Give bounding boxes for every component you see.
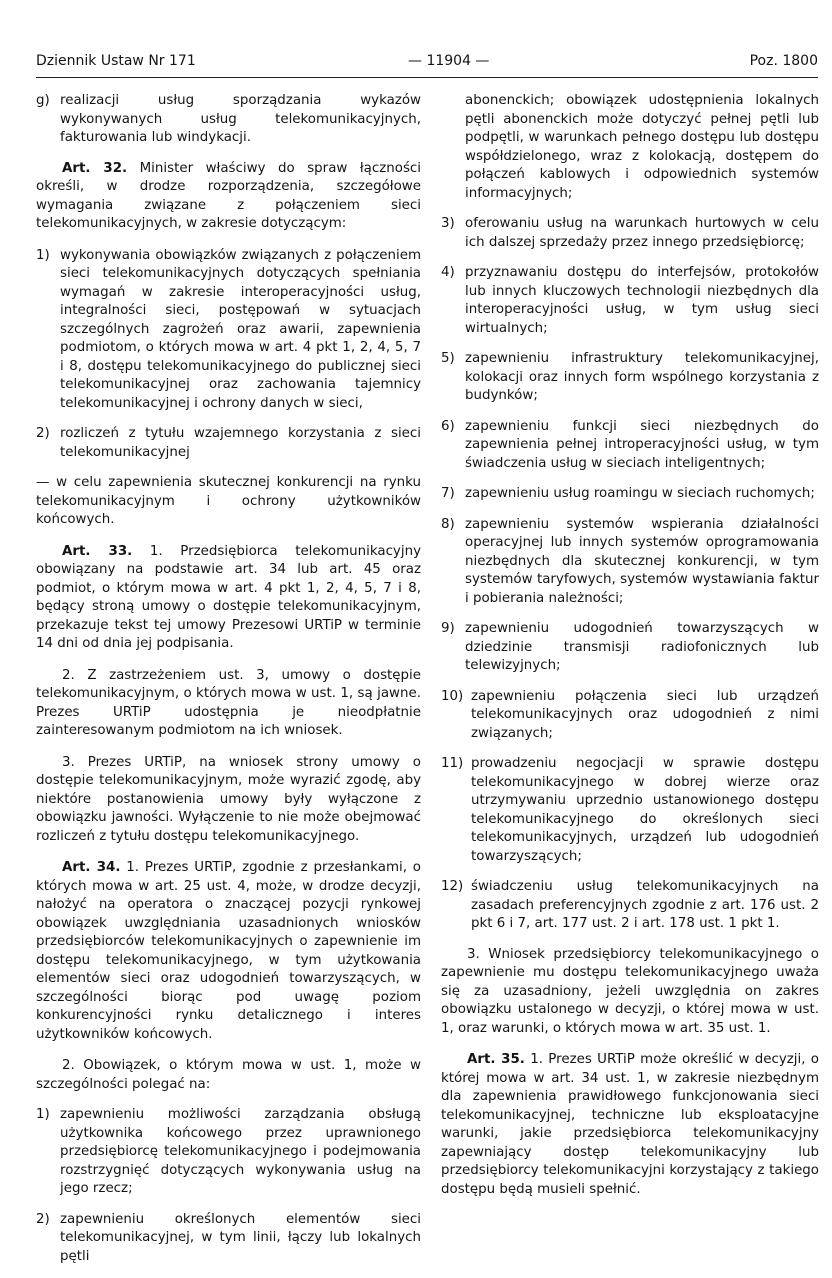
list-text: zapewnieniu połączenia sieci lub urządzeń telekomunikacyjnych oraz udogodnień z nimi związanych; [471,688,819,741]
article-33 [36,543,421,654]
article-text: 1. Przedsiębiorca telekomunikacyjny obowiązany na podstawie art. 34 lub art. 45 oraz podmiot, o którym mowa w art. 4 pkt 1, 2, 4, 5, 7 i 8, będący stroną umowy o dostępie telekomunikacyjnym, przekazuje tekst tej umowy Prezesowi URTiP w terminie 14 dni od dnia jej podpisania. [36,543,421,651]
list-number: 1) [36,247,50,263]
list-text: zapewnieniu możliwości zarządzania obsługą użytkownika końcowego przez uprawnionego przedsiębiorcę telekomunikacyjnego i podejmowania rozstrzygnięć dotyczących wykonywania usług na jego rzecz; [60,1107,421,1196]
article-33-para-2: 2. Z zastrzeżeniem ust. 3, umowy o dostępie telekomunikacyjnym, o których mowa w ust. 1, są jawne. Prezes URTiP udostępnia je nieodpłatnie zainteresowanym podmiotom na ich wniosek. [36,667,421,738]
list-text: rozliczeń z tytułu wzajemnego korzystania z sieci telekomunikacyjnej [60,426,421,460]
list-number: 8) [441,516,455,532]
list-number: 11) [441,756,464,771]
article-text: Minister właściwy do spraw łączności określi, w drodze rozporządzenia, szczegółowe wymagania związane z połączeniem sieci telekomunikacyjnych, w zakresie dotyczącym: [36,160,422,231]
list-text: zapewnieniu funkcji sieci niezbędnych do zapewnienia pełnej introperacyjności usług, w tym świadczenia usług w sieciach inteligentnych; [465,418,819,471]
page-header [36,53,818,75]
list-item [441,215,819,252]
list-text: świadczeniu usług telekomunikacyjnych na zasadach preferencyjnych zgodnie z art. 176 ust. 2 pkt 6 i 7, art. 177 ust. 2 i art. 178 ust. 1 pkt 1. [471,879,819,931]
list-text: przyznawaniu dostępu do interfejsów, protokołów lub innych kluczowych technologii niezbędnych dla interoperacyjności usług, w tym usług sieci wirtualnych; [465,265,819,336]
list-item [441,688,819,744]
position-number: Poz. 1800 [749,53,818,69]
page-number: — 11904 — [408,53,490,69]
article-35 [441,1051,819,1199]
list-text: zapewnieniu udogodnień towarzyszących w dziedzinie transmisji radiofonicznych lub telewizyjnych; [465,621,819,673]
article-text: 1. Prezes URTiP może określić w decyzji, o której mowa w art. 34 ust. 1, w zakresie niezbędnym dla zapewnienia prawidłowego funkcjonowania sieci telekomunikacyjnej, techniczne lub eksploatacyjne warunki, jakie przedsiębiorca telekomunikacyjny zapewniający dostęp telekomunikacyjny lub przedsiębiorcy telekomunikacyjni korzystający z takiego dostępu będą musieli spełnić. [441,1052,819,1197]
list-item [36,425,421,462]
list-item [441,620,819,676]
journal-title: Dziennik Ustaw Nr 171 [36,53,196,69]
article-34-para-2: 2. Obowiązek, o którym mowa w ust. 1, może w szczególności polegać na: [36,1058,421,1092]
list-text: oferowaniu usług na warunkach hurtowych w celu ich dalszej sprzedaży przez innego przedsiębiorcę; [465,216,819,250]
article-34-para-3: 3. Wniosek przedsiębiorcy telekomunikacyjnego o zapewnienie mu dostępu telekomunikacyjnego uważa się za uzasadniony, jeżeli uwzględnia on zakres obowiązku ustalonego w decyzji, o której mowa w ust. 1, oraz warunki, o których mowa w art. 35 ust. 1. [441,946,819,1036]
article-label: Art. 32. [62,160,128,176]
header-rule [36,77,818,78]
list-number: 1) [36,1107,50,1122]
list-number: 5) [441,351,455,366]
list-number: 3) [441,216,455,231]
list-continuation: abonenckich; obowiązek udostępnienia lokalnych pętli abonenckich może dotyczyć pełnej pętli lub podpętli, w warunkach pełnego dostępu lub dostępu współdzielonego, wraz z kolokacją, dostępem do połączeń kablowych i odpowiednich systemów informacyjnych; [465,93,819,201]
list-item [36,1106,421,1199]
list-text: wykonywania obowiązków związanych z połączeniem sieci telekomunikacyjnych dotyczących spełniania wymagań w zakresie interoperacyjności usług, integralności sieci, postępowań w sytuacjach szczególnych zagrożeń oraz awarii, zapewnienia podmiotom, o których mowa w art. 4 pkt 1, 2, 4, 5, 7 i 8, dostępu telekomunikacyjnego do publicznej sieci telekomunikacyjnej oraz zachowania tajemnicy telekomunikacyjnej i ochrony danych w sieci, [60,247,421,411]
list-number: 6) [441,418,455,434]
article-label: Art. 35. [467,1052,525,1067]
list-item [36,1211,421,1267]
article-label: Art. 33. [62,543,133,559]
list-number: 12) [441,879,464,894]
right-column [441,92,819,1212]
article-33-para-3: 3. Prezes URTiP, na wniosek strony umowy o dostępie telekomunikacyjnym, może wyrazić zgodę, aby niektóre postanowienia umowy były wyłączone z obowiązku jawności. Wyłączenie to nie może obejmować rozliczeń z tytułu dostępu telekomunikacyjnego. [36,754,421,844]
article-label: Art. 34. [62,860,121,875]
list-item [441,755,819,866]
list-number: 2) [36,1211,50,1227]
list-number: 10) [441,688,464,704]
list-number: 4) [441,265,455,280]
list-item [441,350,819,406]
list-item [441,485,819,504]
list-number: g) [36,93,50,108]
list-item [441,264,819,338]
list-text: realizacji usług sporządzania wykazów wykonywanych usług telekomunikacyjnych, fakturowania lub windykacji. [60,93,421,145]
list-text: zapewnieniu infrastruktury telekomunikacyjnej, kolokacji oraz innych form wspólnego korzystania z budynków; [465,351,819,403]
list-number: 7) [441,486,455,501]
article-text: 1. Prezes URTiP, zgodnie z przesłankami, o których mowa w art. 25 ust. 4, może, w drodze decyzji, nałożyć na operatora o znaczącej pozycji rynkowej obowiązek uwzględniania uzasadnionych wniosków przedsiębiorców telekomunikacyjnych o zapewnienie im dostępu telekomunikacyjnego, w tym użytkowania elementów sieci oraz udogodnień towarzyszących, w szczególności biorąc pod uwagę poziom konkurencyjności rynku detalicznego i interes użytkowników końcowych. [36,860,422,1042]
list-number: 2) [36,426,50,441]
article-32 [36,160,421,234]
list-text: zapewnieniu systemów wspierania działalności operacyjnej lub innych systemów oprogramowania niezbędnych dla skutecznej konkurencji, w tym systemów taryfowych, systemów wystawiania faktur i pobierania należności; [465,516,819,606]
list-item [36,247,421,414]
article-34 [36,859,421,1044]
list-item [441,418,819,474]
list-item [441,878,819,934]
list-item-g [36,92,421,148]
article-32-closing: — w celu zapewnienia skutecznej konkurencji na rynku telekomunikacyjnym i ochrony użytkowników końcowych. [36,475,421,527]
list-text: zapewnieniu określonych elementów sieci telekomunikacyjnej, w tym linii, łączy lub lokalnych pętli [60,1211,421,1264]
left-column [36,92,421,1278]
list-item [441,516,819,609]
list-text: prowadzeniu negocjacji w sprawie dostępu telekomunikacyjnego w dobrej wierze oraz utrzymywaniu uprzednio ustanowionego dostępu telekomunikacyjnego do określonych sieci telekomunikacyjnych, urządzeń lub udogodnień towarzyszących; [471,756,819,864]
list-number: 9) [441,621,455,636]
list-text: zapewnieniu usług roamingu w sieciach ruchomych; [465,486,815,501]
